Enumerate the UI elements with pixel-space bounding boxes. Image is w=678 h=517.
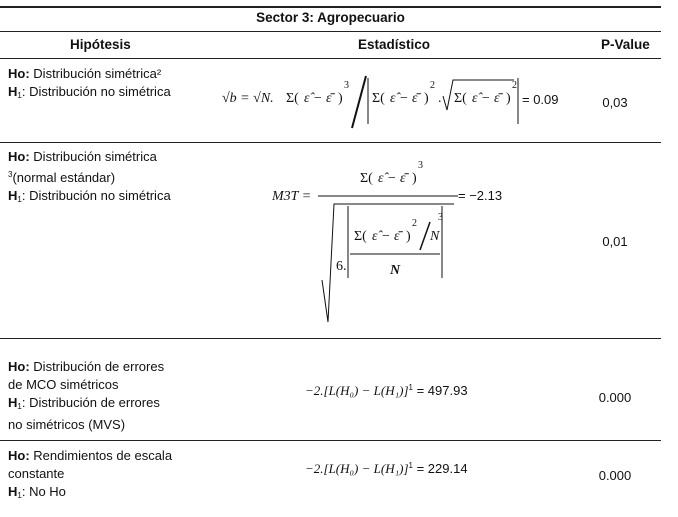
svg-text:ε̂ − ε̄̄: ε̂ − ε̄̄	[378, 171, 406, 186]
row4-stat-formula: −2.[L(H₀) − L(H₁)]	[305, 461, 409, 476]
row3-pvalue: 0.000	[598, 390, 632, 405]
row3-h1: $H_1$: Distribución de errores	[8, 395, 160, 411]
row4-h1: $H_1$: No Ho	[8, 484, 66, 500]
svg-text:): )	[406, 229, 411, 244]
row3-stat-formula: −2.[L(H₀) − L(H₁)]	[305, 383, 409, 398]
row-rule-2	[0, 338, 661, 339]
row-rule-3	[0, 440, 661, 441]
row3-h0: Ho: Distribución de errores	[8, 359, 165, 374]
row4-stat-result: = 229.14	[416, 461, 468, 476]
svg-text:): )	[338, 91, 343, 106]
row3-h1-cont: no simétricos (MVS)	[8, 417, 126, 432]
svg-text:Σ(: Σ(	[354, 229, 367, 244]
row3-hypotheses	[8, 358, 164, 434]
row4-hypotheses	[8, 447, 172, 505]
row2-h0-note: $^3$(normal estándar)	[8, 170, 116, 185]
row1-h1: $H_1$: Distribución no simétrica	[8, 84, 171, 100]
row1-statistic-formula	[222, 66, 562, 136]
svg-text:3: 3	[438, 212, 443, 223]
header-pvalue: P-Value	[601, 37, 650, 52]
row1-hypotheses	[8, 65, 171, 105]
row4-h0: Ho: Rendimientos de escala	[8, 448, 173, 463]
row2-stat-left: M3T =	[272, 189, 312, 204]
row4-statistic-formula	[305, 461, 468, 477]
svg-text:): )	[506, 91, 511, 106]
row2-stat-N: N	[390, 263, 401, 278]
row1-pvalue: 0,03	[602, 95, 628, 110]
svg-text:3: 3	[418, 160, 423, 171]
svg-text:): )	[424, 91, 429, 106]
row3-stat-result: = 497.93	[416, 383, 468, 398]
row2-h1: $H_1$: Distribución no simétrica	[8, 188, 171, 204]
svg-text:ε̂ − ε̄̄: ε̂ − ε̄̄	[390, 91, 418, 106]
svg-text:Σ(: Σ(	[372, 91, 385, 106]
row3-stat-sup: 1	[408, 383, 413, 392]
svg-text:Σ(: Σ(	[360, 171, 373, 186]
row3-statistic-formula	[305, 383, 468, 399]
svg-text:N: N	[430, 229, 440, 244]
svg-text:3: 3	[344, 80, 349, 91]
header-rule	[0, 58, 661, 59]
svg-text:ε̂ − ε̄̄: ε̂ − ε̄̄	[372, 229, 400, 244]
row4-pvalue: 0.000	[598, 468, 632, 483]
svg-text:2: 2	[412, 218, 417, 229]
svg-text:.: .	[438, 91, 442, 106]
top-rule	[0, 6, 661, 8]
svg-text:2: 2	[512, 80, 517, 91]
row2-statistic-formula	[272, 150, 532, 330]
svg-text:): )	[412, 171, 417, 186]
row3-h0-cont: de MCO simétricos	[8, 377, 119, 392]
row1-stat-result: = 0.09	[522, 92, 559, 107]
row2-hypotheses	[8, 148, 171, 209]
row2-pvalue: 0,01	[602, 234, 628, 249]
row1-stat-left: √b = √N.	[222, 91, 274, 106]
row4-h0-cont: constante	[8, 466, 65, 481]
svg-text:2: 2	[430, 80, 435, 91]
svg-text:ε̂ − ε̄̄: ε̂ − ε̄̄	[472, 91, 500, 106]
caption-rule	[0, 31, 661, 32]
svg-text:ε̂ − ε̄̄: ε̂ − ε̄̄	[304, 91, 332, 106]
table-caption: Sector 3: Agropecuario	[256, 10, 405, 25]
row4-stat-sup: 1	[408, 461, 413, 470]
row2-stat-six: 6.	[336, 259, 347, 274]
header-statistic: Estadístico	[358, 37, 431, 52]
svg-text:Σ(: Σ(	[286, 91, 299, 106]
header-hypothesis: Hipótesis	[70, 37, 131, 52]
row2-h0: Ho: Distribución simétrica	[8, 149, 157, 164]
row-rule-1	[0, 142, 661, 143]
row2-stat-result: = −2.13	[458, 188, 503, 203]
row1-h0: Ho: Distribución simétrica²	[8, 66, 162, 81]
svg-text:Σ(: Σ(	[454, 91, 467, 106]
